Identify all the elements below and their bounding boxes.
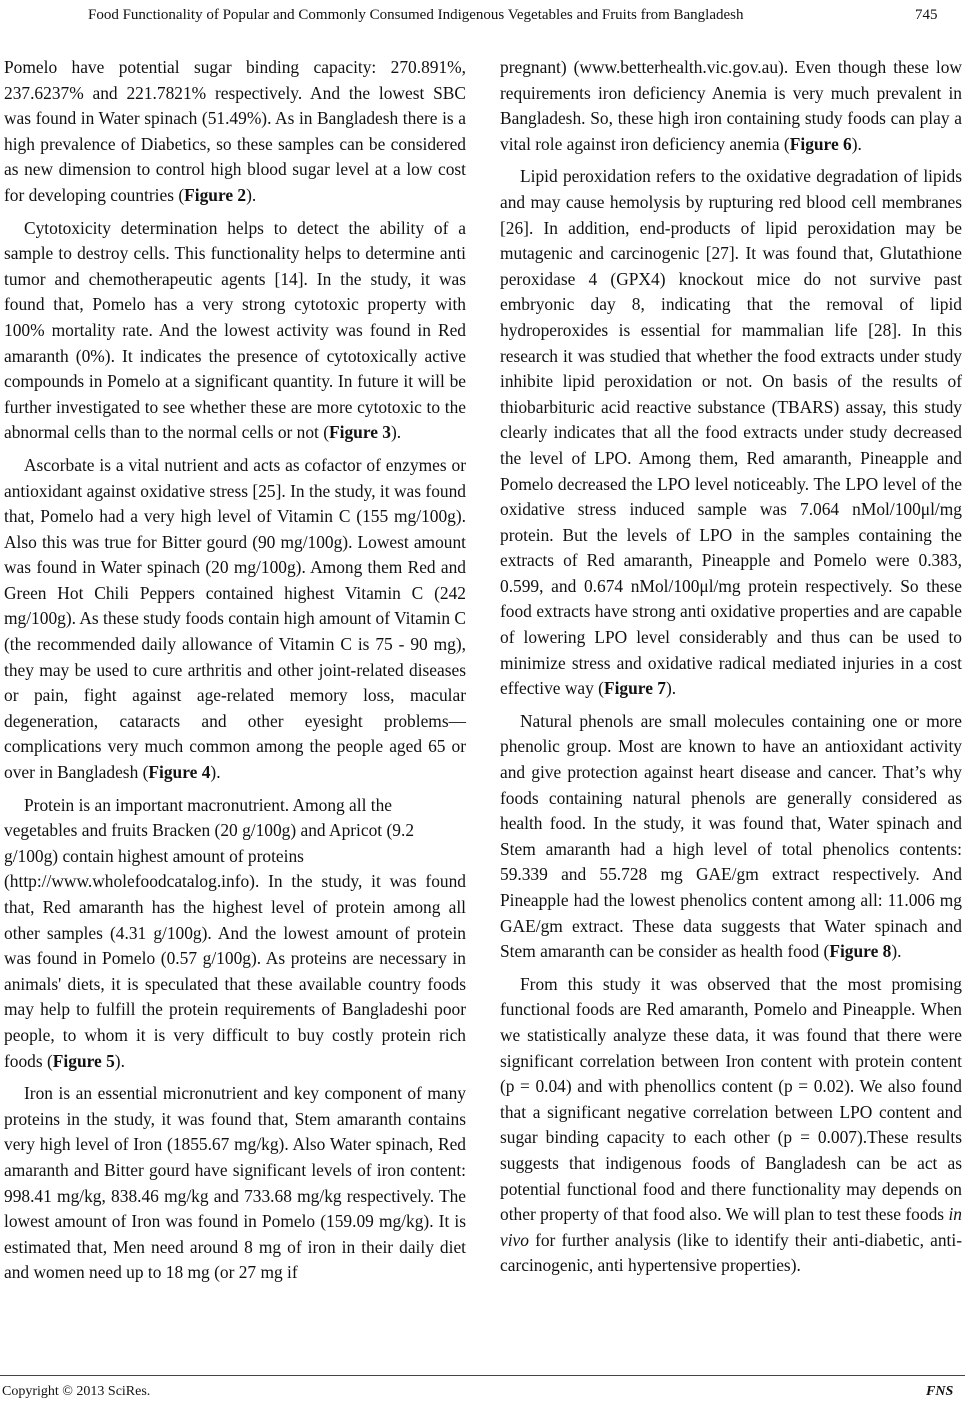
right-column	[500, 55, 962, 1286]
paragraph-text: pregnant) (www.betterhealth.vic.gov.au). Even though these low requirements iron deficiency Anemia is very much prevalent in Bangladesh. So, these high iron containing study foods can play a vital role against iron deficiency anemia (	[500, 57, 962, 154]
paragraph	[500, 164, 962, 701]
paragraph	[500, 55, 962, 157]
paragraph	[4, 55, 466, 209]
paragraph	[500, 972, 962, 1279]
figure-reference: Figure 6	[789, 133, 852, 154]
paragraph-text: Pomelo have potential sugar binding capacity: 270.891%, 237.6237% and 221.7821% respectively. And the lowest SBC was found in Water spinach (51.49%). As in Bangladesh there is a high prevalence of Diabetics, so these samples can be considered as new dimension to control high blood sugar level at a low cost for developing countries (	[4, 57, 466, 205]
footer-divider	[0, 1375, 965, 1376]
journal-abbreviation: FNS	[926, 1384, 954, 1399]
paragraph-end: ).	[851, 133, 862, 154]
running-title: Food Functionality of Popular and Commonly Consumed Indigenous Vegetables and Fruits from Bangladesh	[88, 7, 744, 23]
paragraph-text: Ascorbate is a vital nutrient and acts as cofactor of enzymes or antioxidant against oxidative stress [25]. In the study, it was found that, Pomelo had a very high level of Vitamin C (155 mg/100g). Also this was true for Bitter gourd (90 mg/100g). Lowest amount was found in Water spinach (20 mg/100g). Among them Red and Green Hot Chili Peppers contained highest Vitamin C (242 mg/100g). As these study foods contain high amount of Vitamin C (the recommended daily allowance of Vitamin C is 75 - 90 mg), they may be used to cure arthritis and other joint-related diseases or pain, fight against age-related memory loss, macular degeneration, cataracts and other eyesight problems—complications very much common among the people aged 65 or over in Bangladesh (	[4, 454, 466, 783]
paragraph-text: Natural phenols are small molecules containing one or more phenolic group. Most are known to have an antioxidant activity and give protection against heart disease and cancer. That’s why foods containing natural phenols are generally considered as health food. In the study, it was found that, Water spinach and Stem amaranth had a high level of total phenolics contents: 59.339 and 55.728 mg GAE/gm extract respectively. And Pineapple had the lowest phenolics content among all: 11.006 mg GAE/gm extract. These data suggests that Water spinach and Stem amaranth can be consider as health food (	[500, 710, 962, 962]
figure-reference: Figure 2	[184, 184, 247, 205]
paragraph-text: Lipid peroxidation refers to the oxidative degradation of lipids and may cause hemolysis by rupturing red blood cell membranes [26]. In addition, end-products of lipid peroxidation may be mutagenic and carcinogenic [27]. It was found that, Glutathione peroxidase 4 (GPX4) knockout mice do not survive past embryonic day 8, indicating that the removal of lipid hydroperoxides is essential for mammalian life [28]. In this research it was studied that whether the food extracts under study inhibite lipid peroxidation or not. On basis of the results of thiobarbituric acid reactive substance (TBARS) assay, this study clearly indicates that all the food extracts under study decreased the level of LPO. Among them, Red amaranth, Pineapple and Pomelo decreased the LPO level noticeably. The LPO level of the oxidative stress induced sample was 7.064 nMol/100μl/mg protein. But the levels of LPO in the samples containing the extracts of Red amaranth, Pineapple and Pomelo were 0.383, 0.599, and 0.674 nMol/100μl/mg protein respectively. So these food extracts have strong anti oxidative properties and are capable of lowering LPO level considerably and thus can be used to minimize stress and oxidative radical mediated injuries in a cost effective way (	[500, 166, 962, 699]
paragraph	[4, 793, 466, 870]
paragraph	[4, 453, 466, 786]
figure-reference: Figure 8	[829, 941, 892, 962]
figure-reference: Figure 5	[52, 1050, 115, 1071]
left-column	[4, 55, 466, 1293]
paragraph-end: ).	[246, 184, 257, 205]
paragraph-text: (http://www.wholefoodcatalog.info). In the study, it was found that, Red amaranth has the highest level of protein among all other samples (4.31 g/100g). And the lowest amount of protein was found in Pomelo (0.57 g/100g). As proteins are necessary in animals' diets, it is speculated that these available country foods may help to fulfill the protein requirements of Bangladeshi poor people, to whom it is very difficult to buy costly protein rich foods (	[4, 871, 466, 1071]
paragraph	[4, 216, 466, 446]
running-header	[0, 0, 965, 30]
italic-term: in vivo	[500, 1204, 962, 1250]
paragraph-end: ).	[391, 422, 402, 443]
figure-reference: Figure 3	[329, 422, 392, 443]
figure-reference: Figure 4	[148, 762, 211, 783]
paragraph-end: for further analysis (like to identify their anti-diabetic, anti-carcinogenic, anti hypertensive properties).	[500, 1229, 962, 1276]
paragraph-text: Protein is an important macronutrient. Among all the vegetables and fruits Bracken (20 g/100g) and Apricot (9.2 g/100g) contain highest amount of proteins	[4, 794, 415, 866]
paragraph-end: ).	[210, 762, 221, 783]
paragraph	[500, 709, 962, 965]
paragraph-end: ).	[891, 941, 902, 962]
page-number: 745	[915, 7, 938, 23]
figure-reference: Figure 7	[603, 678, 666, 699]
paragraph-text: Cytotoxicity determination helps to detect the ability of a sample to destroy cells. This functionality helps to determine anti tumor and chemotherapeutic agents [14]. In the study, it was found that, Pomelo has a very strong cytotoxic property with 100% mortality rate. And the lowest activity was found in Red amaranth (0%). It indicates the presence of cytotoxically active compounds in Pomelo at a significant quantity. In future it will be further investigated to see whether these are more cytotoxic to the abnormal cells than to the normal cells or not (	[4, 217, 466, 443]
copyright-notice: Copyright © 2013 SciRes.	[2, 1384, 151, 1399]
paragraph	[4, 869, 466, 1074]
paragraph-text: Iron is an essential micronutrient and key component of many proteins in the study, it was found that, Stem amaranth contains very high level of Iron (1855.67 mg/kg). Also Water spinach, Red amaranth and Bitter gourd have significant levels of iron content: 998.41 mg/kg, 838.46 mg/kg and 733.68 mg/kg respectively. The lowest amount of Iron was found in Pomelo (159.09 mg/kg). It is estimated that, Men need around 8 mg of iron in their daily diet and women need up to 18 mg (or 27 mg if	[4, 1083, 466, 1283]
paragraph-end: ).	[114, 1050, 125, 1071]
paragraph-end: ).	[665, 678, 677, 699]
paragraph	[4, 1081, 466, 1286]
paragraph-text: From this study it was observed that the most promising functional foods are Red amaranth, Pomelo and Pineapple. When we statistically analyze these data, it was found that there were significant correlation between Iron content with protein content (p = 0.04) and with phenollics content (p = 0.02). We also found that a significant negative correlation between LPO content and sugar binding capacity to each other (p = 0.007).These results suggests that indigenous foods of Bangladesh can be act as potential functional food and there functionality may depends on other property of that food also. We will plan to test these foods	[500, 973, 962, 1225]
